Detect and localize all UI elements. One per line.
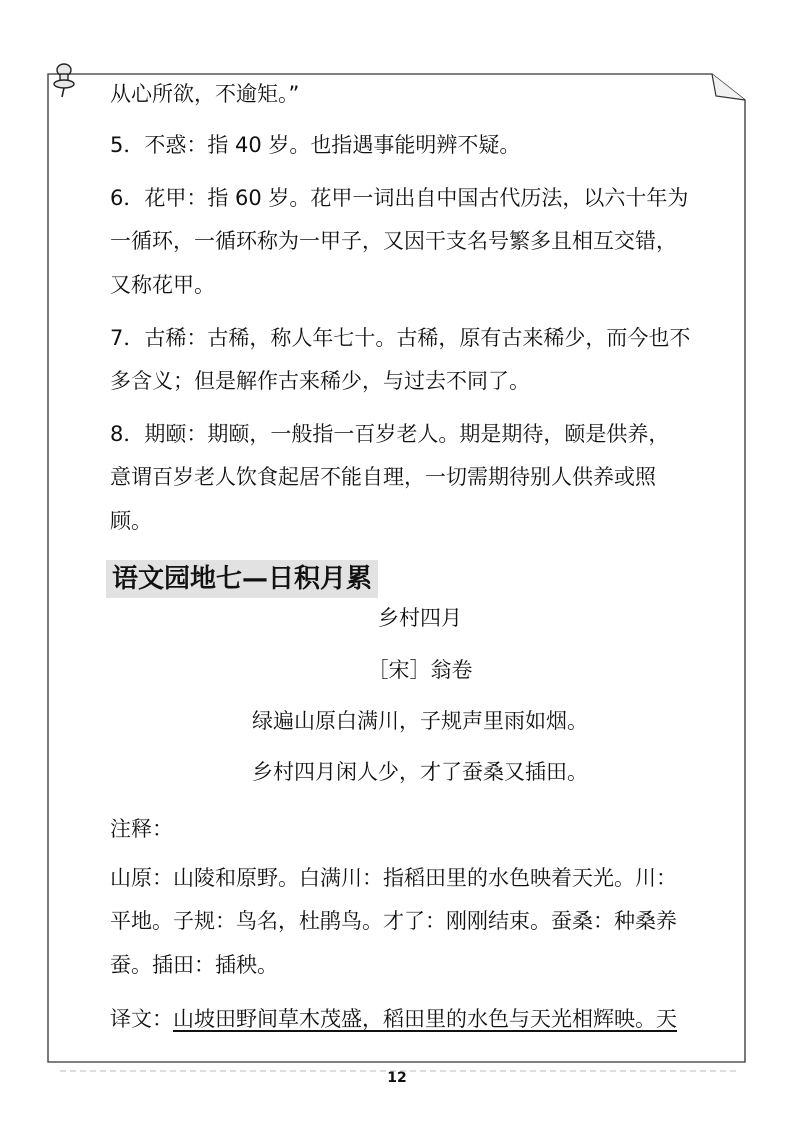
text-line: 6．花甲：指 60 岁。花甲一词出自中国古代历法，以六十年为: [110, 186, 689, 210]
text-line: 5．不惑：指 40 岁。也指遇事能明辨不疑。: [110, 133, 521, 157]
poem-author: ［宋］翁卷: [367, 658, 473, 682]
note-line: 山原：山陵和原野。白满川：指稻田里的水色映着天光。川：: [110, 866, 677, 890]
page-number: 12: [387, 1070, 407, 1086]
poem-line: 乡村四月闲人少，才了蚕桑又插田。: [252, 760, 588, 784]
text-line: 8．期颐：期颐，一般指一百岁老人。期是期待，颐是供养，: [110, 422, 670, 446]
translation-text: 山坡田野间草木茂盛，稻田里的水色与天光相辉映。天: [173, 1007, 677, 1031]
translation-line: [110, 1005, 677, 1033]
section-heading: 语文园地七—日积月累: [106, 560, 378, 598]
notes-label: 注释：: [110, 817, 173, 841]
text-line: 意谓百岁老人饮食起居不能自理，一切需期待别人供养或照: [110, 465, 656, 489]
folded-corner: [712, 74, 745, 100]
note-line: 平地。子规：鸟名，杜鹃鸟。才了：刚刚结束。蚕桑：种桑养: [110, 909, 677, 933]
poem-line: 绿遍山原白满川，子规声里雨如烟。: [252, 709, 588, 733]
note-line: 蚕。插田：插秧。: [110, 953, 278, 977]
text-line: 顾。: [110, 509, 152, 533]
pushpin-icon: [54, 64, 74, 97]
translation-label: 译文：: [110, 1007, 173, 1031]
text-line: 从心所欲，不逾矩。”: [110, 82, 300, 106]
text-line: 又称花甲。: [110, 273, 215, 297]
text-line: 多含义；但是解作古来稀少，与过去不同了。: [110, 369, 530, 393]
text-line: 7．古稀：古稀，称人年七十。古稀，原有古来稀少，而今也不: [110, 326, 691, 350]
poem-title: 乡村四月: [378, 606, 462, 630]
text-line: 一循环，一循环称为一甲子，又因干支名号繁多且相互交错，: [110, 229, 677, 253]
